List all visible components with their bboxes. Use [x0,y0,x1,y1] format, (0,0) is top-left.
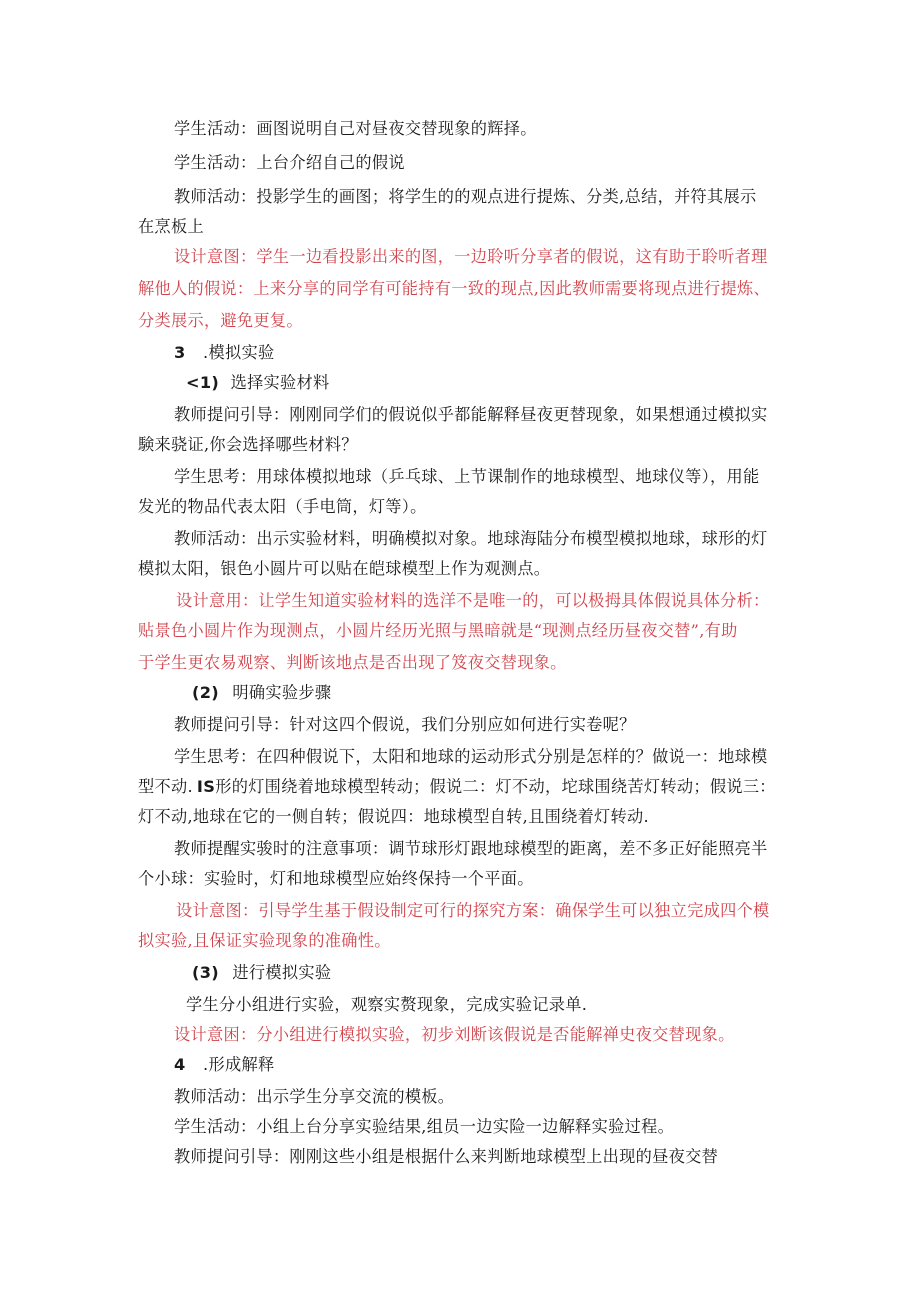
design-intent-1-line-3: 分类展示，避免更复。 [138,311,303,330]
teacher-reminder-line-1: 教师提醒实骏时的注意事项：调节球形灯跟地球模型的距离，差不多正好能照亮半 [174,839,768,858]
student-activity-share-results: 学生活动：小组上台分享实验结果,组员一边实险一边解释实验过程。 [174,1117,675,1136]
teacher-activity-template: 教师活动：出示学生分享交流的模板。 [174,1087,455,1106]
teacher-question-1-line-1: 教师提问引导：刚刚同学们的假说似乎都能解释昼夜更替现象，如果想通过模拟实 [174,405,768,424]
section-heading-explanation [174,1054,274,1076]
subheading-number: <1) [186,373,220,392]
subheading-number: (2) [192,683,219,702]
subheading-define-steps [192,682,331,704]
student-activity-present: 学生活动：上台介绍自己的假说 [174,153,405,172]
hypothesis-continued-text: 形的灯围绕着地球模型转动；假说二：灯不动，坨球围绕苦灯转动；假说三： [215,777,776,796]
section-title: .模拟实验 [203,343,275,362]
teacher-question-2: 教师提问引导：针对这四个假说，我们分别应如何进行实卷呢？ [174,715,636,734]
subheading-title: 选择实验材料 [230,373,330,392]
subheading-number: (3) [192,963,219,982]
subheading-title: 明确实验步骤 [232,683,332,702]
student-group-experiment: 学生分小组进行实验，观察实赘现象，完成实验记录单. [186,995,588,1014]
garbled-glyph: IS [196,777,216,796]
teacher-reminder-line-2: 个小球：实验时，灯和地球模型应始终保持一个平面。 [138,869,534,888]
design-intent-1-line-2: 解他人的假说：上来分享的同学有可能持有一致的现点,因此教师需要将现点进行提炼、 [138,279,770,298]
design-intent-2-line-3: 于学生更农易观察、判断该地点是否出现了笈夜交替现象。 [138,653,567,672]
section-number: 4 [174,1055,186,1074]
design-intent-3-line-2: 拟实验,且保证实验现象的准确性。 [138,931,391,950]
teacher-activity-line-2: 在烹板上 [138,217,204,236]
subheading-run-simulation [192,962,331,984]
student-thinking-1-line-1: 学生思考：用球体模拟地球（乒乓球、上节课制作的地球模型、地球仪等），用能 [174,467,760,486]
section-number: 3 [174,343,186,362]
student-thinking-1-line-2: 发光的物品代表太阳（手电筒，灯等）。 [138,497,427,516]
student-thinking-2-line-1: 学生思考：在四种假说下，太阳和地球的运动形式分别是怎样的？做说一：地球模 [174,747,768,766]
subheading-title: 进行模拟实验 [232,963,332,982]
section-heading-simulation [174,342,274,364]
design-intent-2-line-1: 设计意用：让学生知道实验材料的选洋不是唯一的，可以极拇具体假说具体分析： [176,591,770,610]
student-thinking-2-line-2 [138,776,776,798]
teacher-question-3: 教师提问引导：刚刚这些小组是根据什么来判断地球模型上出现的昼夜交替 [174,1147,719,1166]
teacher-activity-materials-line-1: 教师活动：出示实验材料，明确模拟对象。地球海陆分布模型模拟地球，球形的灯 [174,529,768,548]
design-intent-2-line-2: 贴景色小圆片作为现测点，小圆片经历光照与黑暗就是“现测点经历昼夜交替”,有助 [138,621,738,640]
subheading-choose-materials [186,372,330,394]
student-activity-drawing: 学生活动：画图说明自己对昼夜交替现象的辉择。 [174,119,537,138]
design-intent-3-line-1: 设计意图：引导学生基于假设制定可行的探究方案：确保学生可以独立完成四个模 [176,901,770,920]
teacher-question-1-line-2: 験来骁证,你会选择哪些材料？ [138,435,358,454]
design-intent-1-line-1: 设计意图：学生一边看投影出来的图，一边聆听分享者的假说，这有助于聆听者理 [174,247,768,266]
section-title: .形成解释 [203,1055,275,1074]
teacher-activity-line-1: 教师活动：投影学生的画图；将学生的的观点进行提炼、分类,总结，并符其展示 [174,187,757,206]
student-thinking-2-line-3: 灯不动,地球在它的一侧自转；假说四：地球模型自转,且围绕着灯转动. [138,807,649,826]
design-intent-4: 设计意困：分小组进行模拟实验，初步刘断该假说是否能解禅史夜交替现象。 [174,1025,735,1044]
hypothesis-1-text: 型不动. [138,777,193,796]
teacher-activity-materials-line-2: 模拟太阳，银色小圆片可以贴在皑球模型上作为观测点。 [138,559,551,578]
